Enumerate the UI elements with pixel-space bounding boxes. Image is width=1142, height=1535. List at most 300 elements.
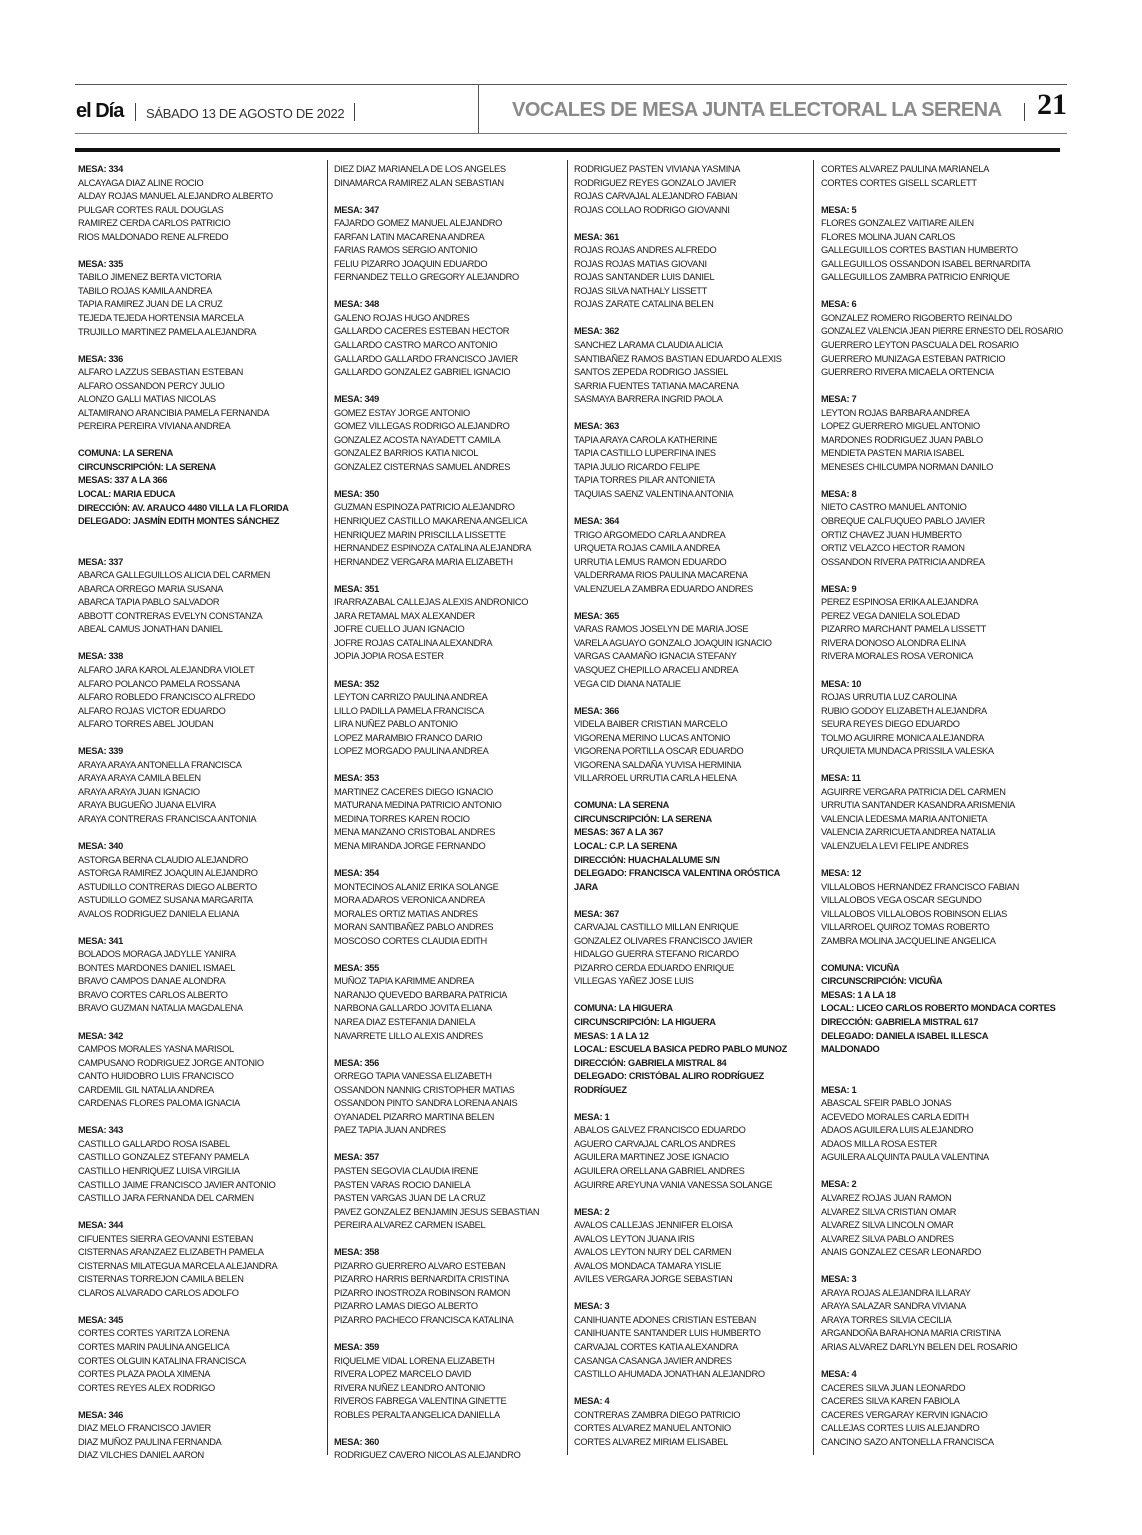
mesa-block xyxy=(334,204,584,285)
vocal-name: OBREQUE CALFUQUEO PABLO JAVIER xyxy=(821,516,985,528)
mesa-block xyxy=(574,231,824,312)
thick-rule xyxy=(75,148,1060,152)
vocal-name: NARANJO QUEVEDO BARBARA PATRICIA xyxy=(334,989,508,1001)
vocal-name: PAEZ TAPIA JUAN ANDRES xyxy=(334,1125,446,1137)
vocal-name: MENA MANZANO CRISTOBAL ANDRES xyxy=(334,827,495,839)
vocal-name: BRAVO CAMPOS DANAE ALONDRA xyxy=(78,976,226,988)
mesa-heading: MESA: 12 xyxy=(821,868,862,880)
mesa-heading: MESA: 2 xyxy=(821,1179,857,1191)
vocal-name: LOPEZ MARAMBIO FRANCO DARIO xyxy=(334,732,483,744)
mesa-block xyxy=(574,1300,824,1381)
vocal-name: AGUIRRE AREYUNA VANIA VANESSA SOLANGE xyxy=(574,1179,773,1191)
mesa-block xyxy=(821,1368,1071,1449)
info-line: RODRÍGUEZ xyxy=(574,1084,627,1096)
info-line: MESAS: 337 A LA 366 xyxy=(78,475,168,487)
vocal-name: CACERES SILVA KAREN FABIOLA xyxy=(821,1396,960,1408)
info-line: MESAS: 1 A LA 18 xyxy=(821,989,896,1001)
vocal-name: ALFARO TORRES ABEL JOUDAN xyxy=(78,719,214,731)
mesa-block xyxy=(821,1178,1071,1259)
vocal-name: GOMEZ ESTAY JORGE ANTONIO xyxy=(334,407,470,419)
vocal-name: VIGORENA SALDAÑA YUVISA HERMINIA xyxy=(574,759,742,771)
info-line: CIRCUNSCRIPCIÓN: LA SERENA xyxy=(574,813,712,825)
vocal-name: MENDIETA PASTEN MARIA ISABEL xyxy=(821,448,964,460)
mesa-block xyxy=(78,745,328,826)
vocal-name: VIGORENA PORTILLA OSCAR EDUARDO xyxy=(574,746,744,758)
section-title: VOCALES DE MESA JUNTA ELECTORAL LA SERENA xyxy=(512,99,1002,121)
info-line: LOCAL: LICEO CARLOS ROBERTO MONDACA CORTES xyxy=(821,1003,1056,1015)
header-bottom-rule xyxy=(75,133,1067,134)
header-divider xyxy=(478,84,479,134)
vocal-name: CASTILLO JAIME FRANCISCO JAVIER ANTONIO xyxy=(78,1179,276,1191)
mesa-heading: MESA: 334 xyxy=(78,164,123,175)
vocal-name: VASQUEZ CHEPILLO ARACELI ANDREA xyxy=(574,665,739,676)
vocal-name: SANTIBAÑEZ RAMOS BASTIAN EDUARDO ALEXIS xyxy=(574,353,782,365)
vocal-name: MORA ADAROS VERONICA ANDREA xyxy=(334,895,485,907)
vocal-name: GONZALEZ ACOSTA NAYADETT CAMILA xyxy=(334,434,501,446)
vocal-name: TAQUIAS SAENZ VALENTINA ANTONIA xyxy=(574,488,734,500)
info-line: MALDONADO xyxy=(821,1044,880,1056)
vocal-name: GUERRERO LEYTON PASCUALA DEL ROSARIO xyxy=(821,340,1019,352)
vocal-name: VIGORENA MERINO LUCAS ANTONIO xyxy=(574,732,731,744)
vocal-name: NARBONA GALLARDO JOVITA ELIANA xyxy=(334,1003,492,1015)
vocal-name: VILLALOBOS VEGA OSCAR SEGUNDO xyxy=(821,895,982,907)
vocal-name: CISTERNAS MILATEGUA MARCELA ALEJANDRA xyxy=(78,1260,278,1272)
vocal-name: OSSANDON NANNIG CRISTOPHER MATIAS xyxy=(334,1084,515,1096)
mesa-block xyxy=(334,772,584,853)
vocal-name: PIZARRO INOSTROZA ROBINSON RAMON xyxy=(334,1287,510,1299)
mesa-block xyxy=(574,1395,824,1449)
vocal-name: RIVERA LOPEZ MARCELO DAVID xyxy=(334,1369,472,1381)
vocal-name: FAJARDO GOMEZ MANUEL ALEJANDRO xyxy=(334,218,503,230)
mesa-block xyxy=(334,583,584,664)
vocal-name: CANCINO SAZO ANTONELLA FRANCISCA xyxy=(821,1436,994,1448)
top-rule xyxy=(75,84,1067,85)
vocal-name: TAPIA ARAYA CAROLA KATHERINE xyxy=(574,434,718,446)
vocal-name: CAMPUSANO RODRIGUEZ JORGE ANTONIO xyxy=(78,1057,264,1069)
vocal-name: ALFARO LAZZUS SEBASTIAN ESTEBAN xyxy=(78,367,243,379)
vocal-name: ROJAS ROJAS MATIAS GIOVANI xyxy=(574,258,707,270)
vocal-name: JOFRE CUELLO JUAN IGNACIO xyxy=(334,624,465,636)
info-line: COMUNA: LA SERENA xyxy=(78,448,174,460)
vocal-name: HIDALGO GUERRA STEFANO RICARDO xyxy=(574,949,739,961)
mesa-heading: MESA: 365 xyxy=(574,610,619,622)
vocal-name: VARELA AGUAYO GONZALO JOAQUIN IGNACIO xyxy=(574,637,772,649)
mesa-block xyxy=(78,1030,328,1111)
vocal-name: DIAZ MELO FRANCISCO JAVIER xyxy=(78,1423,211,1435)
vocal-name: URRUTIA SANTANDER KASANDRA ARISMENIA xyxy=(821,800,1016,812)
vocal-name: PASTEN SEGOVIA CLAUDIA IRENE xyxy=(334,1165,479,1177)
mesa-heading: MESA: 362 xyxy=(574,326,619,338)
mesa-block xyxy=(821,678,1071,759)
vocal-name: PULGAR CORTES RAUL DOUGLAS xyxy=(78,204,224,216)
vocal-name: ADAOS AGUILERA LUIS ALEJANDRO xyxy=(821,1125,974,1137)
mesa-heading: MESA: 359 xyxy=(334,1341,379,1353)
vocal-name: CASTILLO GONZALEZ STEFANY PAMELA xyxy=(78,1152,250,1164)
vocal-name: ALCAYAGA DIAZ ALINE ROCIO xyxy=(78,177,204,189)
vocal-name: CASTILLO JARA FERNANDA DEL CARMEN xyxy=(78,1193,254,1205)
mesa-heading: MESA: 2 xyxy=(574,1206,610,1218)
mesa-heading: MESA: 3 xyxy=(821,1274,857,1286)
vocal-name: AVALOS LEYTON JUANA IRIS xyxy=(574,1233,695,1245)
page-number-separator xyxy=(1024,103,1025,121)
vocal-name: ARAYA ARAYA JUAN IGNACIO xyxy=(78,786,200,798)
electoral-info-block xyxy=(574,799,824,894)
vocal-name: AGUILERA ALQUINTA PAULA VALENTINA xyxy=(821,1152,989,1164)
vocal-name: VALENCIA LEDESMA MARIA ANTONIETA xyxy=(821,813,988,825)
electoral-info-block xyxy=(574,1002,824,1097)
vocal-name: AVALOS MONDACA TAMARA YISLIE xyxy=(574,1260,722,1272)
vocal-name: VALENZUELA LEVI FELIPE ANDRES xyxy=(821,841,969,853)
vocal-name: SEURA REYES DIEGO EDUARDO xyxy=(821,719,960,731)
vocal-name: GONZALEZ OLIVARES FRANCISCO JAVIER xyxy=(574,935,753,947)
vocal-name: AVILES VERGARA JORGE SEBASTIAN xyxy=(574,1274,733,1286)
vocal-name: LEYTON ROJAS BARBARA ANDREA xyxy=(821,407,970,419)
mesa-block xyxy=(821,163,1071,190)
vocal-name: BOLADOS MORAGA JADYLLE YANIRA xyxy=(78,949,236,961)
info-line: MESAS: 1 A LA 12 xyxy=(574,1030,649,1042)
vocal-name: ALVAREZ ROJAS JUAN RAMON xyxy=(821,1193,952,1204)
vocal-name: CASTILLO AHUMADA JONATHAN ALEJANDRO xyxy=(574,1369,765,1381)
vocal-name: ABALOS GALVEZ FRANCISCO EDUARDO xyxy=(574,1125,746,1137)
mesa-block xyxy=(574,1111,824,1192)
mesa-heading: MESA: 363 xyxy=(574,421,619,433)
mesa-block xyxy=(821,298,1071,379)
vocal-name: VILLEGAS YAÑEZ JOSE LUIS xyxy=(574,976,694,988)
vocal-name: AVALOS CALLEJAS JENNIFER ELOISA xyxy=(574,1220,733,1232)
vocal-name: NAVARRETE LILLO ALEXIS ANDRES xyxy=(334,1030,483,1042)
date-separator-left xyxy=(135,103,136,121)
vocal-name: MUÑOZ TAPIA KARIMME ANDREA xyxy=(334,976,474,988)
vocal-name: AGUERO CARVAJAL CARLOS ANDRES xyxy=(574,1138,736,1150)
info-line: CIRCUNSCRIPCIÓN: LA SERENA xyxy=(78,461,216,473)
vocal-name: TABILO JIMENEZ BERTA VICTORIA xyxy=(78,272,222,284)
mesa-heading: MESA: 352 xyxy=(334,678,379,690)
mesa-block xyxy=(78,650,328,731)
mesa-heading: MESA: 351 xyxy=(334,583,379,595)
vocal-name: MATURANA MEDINA PATRICIO ANTONIO xyxy=(334,800,502,812)
vocal-name: CORTES ALVAREZ MIRIAM ELISABEL xyxy=(574,1436,728,1448)
vocal-name: ORREGO TAPIA VANESSA ELIZABETH xyxy=(334,1071,492,1083)
mesa-heading: MESA: 347 xyxy=(334,204,379,216)
vocal-name: GALLARDO GALLARDO FRANCISCO JAVIER xyxy=(334,353,518,365)
info-line: DIRECCIÓN: HUACHALALUME S/N xyxy=(574,854,720,866)
vocal-name: FLORES GONZALEZ VAITIARE AILEN xyxy=(821,218,974,230)
vocal-name: CARDENAS FLORES PALOMA IGNACIA xyxy=(78,1098,241,1110)
vocal-name: RAMIREZ CERDA CARLOS PATRICIO xyxy=(78,218,231,230)
vocal-name: RIQUELME VIDAL LORENA ELIZABETH xyxy=(334,1355,495,1367)
vocal-name: HERNANDEZ ESPINOZA CATALINA ALEJANDRA xyxy=(334,543,532,555)
vocal-name: HENRIQUEZ CASTILLO MAKARENA ANGELICA xyxy=(334,516,528,528)
vocal-name: ORTIZ CHAVEZ JUAN HUMBERTO xyxy=(821,529,962,541)
vocal-name: CAMPOS MORALES YASNA MARISOL xyxy=(78,1044,234,1056)
vocal-name: ROJAS URRUTIA LUZ CAROLINA xyxy=(821,692,957,704)
vocal-name: ALFARO POLANCO PAMELA ROSSANA xyxy=(78,678,240,690)
vocal-name: VARAS RAMOS JOSELYN DE MARIA JOSE xyxy=(574,624,749,636)
vocal-name: GUERRERO MUNIZAGA ESTEBAN PATRICIO xyxy=(821,353,1006,365)
mesa-heading: MESA: 1 xyxy=(821,1084,857,1096)
vocal-name: RIVERA MORALES ROSA VERONICA xyxy=(821,651,974,663)
vocal-name: ALVAREZ SILVA LINCOLN OMAR xyxy=(821,1220,954,1232)
vocal-name: PIZARRO MARCHANT PAMELA LISSETT xyxy=(821,624,987,636)
mesa-block xyxy=(334,678,584,759)
vocal-name: FARIAS RAMOS SERGIO ANTONIO xyxy=(334,245,478,257)
vocal-name: CACERES SILVA JUAN LEONARDO xyxy=(821,1382,966,1394)
vocal-name: ARIAS ALVAREZ DARLYN BELEN DEL ROSARIO xyxy=(821,1341,1018,1353)
vocal-name: GALENO ROJAS HUGO ANDRES xyxy=(334,312,470,324)
mesa-heading: MESA: 343 xyxy=(78,1125,123,1137)
mesa-block xyxy=(78,1314,328,1395)
mesa-heading: MESA: 366 xyxy=(574,705,619,717)
mesa-heading: MESA: 9 xyxy=(821,583,857,595)
mesa-block xyxy=(334,962,584,1043)
issue-date: SÁBADO 13 DE AGOSTO DE 2022 xyxy=(146,106,345,121)
vocal-name: PEREZ ESPINOSA ERIKA ALEJANDRA xyxy=(821,597,979,609)
vocal-name: PEREZ VEGA DANIELA SOLEDAD xyxy=(821,610,960,622)
vocal-name: ARGANDOÑA BARAHONA MARIA CRISTINA xyxy=(821,1328,1001,1340)
vocal-name: ARAYA TORRES SILVIA CECILIA xyxy=(821,1314,952,1326)
vocal-name: RUBIO GODOY ELIZABETH ALEJANDRA xyxy=(821,705,987,717)
mesa-block xyxy=(574,325,824,406)
vocal-name: RIVEROS FABREGA VALENTINA GINETTE xyxy=(334,1396,507,1408)
column-4 xyxy=(821,163,1071,1463)
vocal-name: ROJAS SILVA NATHALY LISSETT xyxy=(574,285,707,297)
vocal-name: LOPEZ MORGADO PAULINA ANDREA xyxy=(334,746,489,758)
vocal-name: JOPIA JOPIA ROSA ESTER xyxy=(334,651,444,663)
vocal-name: ARAYA ARAYA ANTONELLA FRANCISCA xyxy=(78,759,242,771)
vocal-name: TAPIA JULIO RICARDO FELIPE xyxy=(574,461,700,473)
mesa-block xyxy=(78,353,328,434)
vocal-name: CACERES VERGARAY KERVIN IGNACIO xyxy=(821,1409,988,1421)
mesa-block xyxy=(574,420,824,501)
vocal-name: RIVERA NUÑEZ LEANDRO ANTONIO xyxy=(334,1382,485,1394)
mesa-block xyxy=(821,867,1071,948)
vocal-name: ZAMBRA MOLINA JACQUELINE ANGELICA xyxy=(821,935,996,947)
vocal-name: HERNANDEZ VERGARA MARIA ELIZABETH xyxy=(334,556,513,568)
mesa-heading: MESA: 337 xyxy=(78,556,123,568)
info-line: CIRCUNSCRIPCIÓN: VICUÑA xyxy=(821,976,943,988)
vocal-name: PIZARRO HARRIS BERNARDITA CRISTINA xyxy=(334,1274,509,1286)
vocal-name: FLORES MOLINA JUAN CARLOS xyxy=(821,231,955,243)
info-line: DIRECCIÓN: GABRIELA MISTRAL 617 xyxy=(821,1017,979,1029)
vocal-name: PIZARRO LAMAS DIEGO ALBERTO xyxy=(334,1301,478,1313)
mesa-heading: MESA: 355 xyxy=(334,962,379,974)
vocal-name: CISTERNAS ARANZAEZ ELIZABETH PAMELA xyxy=(78,1247,264,1259)
vocal-name: ABASCAL SFEIR PABLO JONAS xyxy=(821,1098,952,1110)
mesa-heading: MESA: 349 xyxy=(334,394,379,406)
vocal-name: VILLARROEL QUIROZ TOMAS ROBERTO xyxy=(821,922,990,934)
vocal-name: ALTAMIRANO ARANCIBIA PAMELA FERNANDA xyxy=(78,407,270,419)
vocal-name: RODRIGUEZ PASTEN VIVIANA YASMINA xyxy=(574,164,741,175)
vocal-name: CANIHUANTE SANTANDER LUIS HUMBERTO xyxy=(574,1328,761,1340)
vocal-name: SARRIA FUENTES TATIANA MACARENA xyxy=(574,380,739,392)
vocal-name: ALFARO ROBLEDO FRANCISCO ALFREDO xyxy=(78,692,256,704)
vocal-name: JOFRE ROJAS CATALINA ALEXANDRA xyxy=(334,637,493,649)
vocal-name: PEREIRA PEREIRA VIVIANA ANDREA xyxy=(78,421,231,433)
info-line: CIRCUNSCRIPCIÓN: LA HIGUERA xyxy=(574,1017,716,1029)
vocal-name: CARDEMIL GIL NATALIA ANDREA xyxy=(78,1084,214,1096)
mesa-heading: MESA: 5 xyxy=(821,204,857,216)
info-line: COMUNA: LA SERENA xyxy=(574,800,670,812)
vocal-name: MEDINA TORRES KAREN ROCIO xyxy=(334,813,470,825)
vocal-name: TRUJILLO MARTINEZ PAMELA ALEJANDRA xyxy=(78,326,257,338)
vocal-name: TRIGO ARGOMEDO CARLA ANDREA xyxy=(574,529,726,541)
vocal-name: BRAVO CORTES CARLOS ALBERTO xyxy=(78,989,228,1001)
mesa-heading: MESA: 336 xyxy=(78,353,123,365)
mesa-block xyxy=(821,393,1071,474)
mesa-heading: MESA: 360 xyxy=(334,1436,379,1448)
mesa-heading: MESA: 8 xyxy=(821,488,857,500)
mesa-heading: MESA: 338 xyxy=(78,651,123,663)
vocal-name: TEJEDA TEJEDA HORTENSIA MARCELA xyxy=(78,312,244,324)
vocal-name: ACEVEDO MORALES CARLA EDITH xyxy=(821,1111,969,1123)
mesa-block xyxy=(334,1246,584,1327)
vocal-name: LEYTON CARRIZO PAULINA ANDREA xyxy=(334,692,488,704)
vocal-name: ALFARO ROJAS VICTOR EDUARDO xyxy=(78,705,226,717)
vocal-name: CORTES PLAZA PAOLA XIMENA xyxy=(78,1369,211,1381)
vocal-name: MARDONES RODRIGUEZ JUAN PABLO xyxy=(821,434,983,446)
vocal-name: ALDAY ROJAS MANUEL ALEJANDRO ALBERTO xyxy=(78,191,273,203)
mesa-block xyxy=(334,393,584,474)
vocal-name: LOPEZ GUERRERO MIGUEL ANTONIO xyxy=(821,421,980,433)
mesa-block xyxy=(574,610,824,691)
mesa-heading: MESA: 367 xyxy=(574,908,619,920)
vocal-name: PIZARRO PACHECO FRANCISCA KATALINA xyxy=(334,1314,514,1326)
vocal-name: ADAOS MILLA ROSA ESTER xyxy=(821,1138,937,1150)
vocal-name: TAPIA RAMIREZ JUAN DE LA CRUZ xyxy=(78,299,223,311)
mesa-heading: MESA: 353 xyxy=(334,773,379,785)
vocal-name: TABILO ROJAS KAMILA ANDREA xyxy=(78,285,212,297)
vocal-name: GONZALEZ VALENCIA JEAN PIERRE ERNESTO DEL ROSARIO xyxy=(821,326,1063,338)
vocal-name: CARVAJAL CASTILLO MILLAN ENRIQUE xyxy=(574,922,739,934)
mesa-heading: MESA: 7 xyxy=(821,394,857,406)
mesa-block xyxy=(821,1273,1071,1354)
mesa-block xyxy=(78,1409,328,1463)
mesa-heading: MESA: 345 xyxy=(78,1314,123,1326)
mesa-block xyxy=(78,556,328,637)
vocal-name: TAPIA TORRES PILAR ANTONIETA xyxy=(574,475,715,487)
vocal-name: ABARCA TAPIA PABLO SALVADOR xyxy=(78,597,220,609)
vocal-name: ROJAS ROJAS ANDRES ALFREDO xyxy=(574,245,717,257)
vocal-name: RIVERA DONOSO ALONDRA ELINA xyxy=(821,637,966,649)
column-3 xyxy=(574,163,824,1463)
vocal-name: AGUILERA MARTINEZ JOSE IGNACIO xyxy=(574,1152,729,1164)
mesa-heading: MESA: 350 xyxy=(334,488,379,500)
vocal-name: ALFARO OSSANDON PERCY JULIO xyxy=(78,380,225,392)
mesa-block xyxy=(574,163,824,217)
info-line: JARA xyxy=(574,881,598,893)
vocal-name: AGUILERA ORELLANA GABRIEL ANDRES xyxy=(574,1166,745,1177)
vocal-name: GALLARDO GONZALEZ GABRIEL IGNACIO xyxy=(334,367,511,379)
vocal-name: ROJAS SANTANDER LUIS DANIEL xyxy=(574,272,715,284)
mesa-heading: MESA: 344 xyxy=(78,1220,123,1232)
vocal-name: PEREIRA ALVAREZ CARMEN ISABEL xyxy=(334,1220,486,1232)
mesa-block xyxy=(574,908,824,989)
mesa-heading: MESA: 4 xyxy=(574,1396,610,1408)
vocal-name: MOSCOSO CORTES CLAUDIA EDITH xyxy=(334,935,487,947)
vocal-name: PASTEN VARAS ROCIO DANIELA xyxy=(334,1179,471,1191)
mesa-heading: MESA: 341 xyxy=(78,935,123,947)
vocal-name: CALLEJAS CORTES LUIS ALEJANDRO xyxy=(821,1423,980,1435)
mesa-heading: MESA: 6 xyxy=(821,299,857,311)
vocal-name: CASANGA CASANGA JAVIER ANDRES xyxy=(574,1355,732,1367)
vocal-name: CORTES OLGUIN KATALINA FRANCISCA xyxy=(78,1355,246,1367)
mesa-heading: MESA: 339 xyxy=(78,746,123,758)
mesa-block xyxy=(334,298,584,379)
mesa-block xyxy=(334,163,584,190)
vocal-name: AVALOS RODRIGUEZ DANIELA ELIANA xyxy=(78,908,240,920)
mesa-heading: MESA: 358 xyxy=(334,1247,379,1259)
mesa-heading: MESA: 4 xyxy=(821,1369,857,1381)
electoral-info-block xyxy=(821,962,1071,1057)
vocal-name: URQUIETA MUNDACA PRISSILA VALESKA xyxy=(821,746,994,758)
vocal-name: GALLARDO CASTRO MARCO ANTONIO xyxy=(334,340,498,352)
vocal-name: HENRIQUEZ MARIN PRISCILLA LISSETTE xyxy=(334,529,506,541)
vocal-name: OSSANDON RIVERA PATRICIA ANDREA xyxy=(821,556,985,568)
vocal-name: PAVEZ GONZALEZ BENJAMIN JESUS SEBASTIAN xyxy=(334,1206,540,1218)
vocal-name: ARAYA CONTRERAS FRANCISCA ANTONIA xyxy=(78,813,257,825)
vocal-name: CANIHUANTE ADONES CRISTIAN ESTEBAN xyxy=(574,1314,756,1326)
vocal-name: GALLEGUILLOS CORTES BASTIAN HUMBERTO xyxy=(821,245,1018,257)
vocal-name: CORTES MARIN PAULINA ANGELICA xyxy=(78,1341,230,1353)
mesa-heading: MESA: 335 xyxy=(78,258,123,270)
vocal-name: VEGA CID DIANA NATALIE xyxy=(574,678,681,690)
vocal-name: CASTILLO GALLARDO ROSA ISABEL xyxy=(78,1138,230,1150)
vocal-name: URRUTIA LEMUS RAMON EDUARDO xyxy=(574,556,727,568)
vocal-name: ROJAS COLLAO RODRIGO GIOVANNI xyxy=(574,204,730,216)
mesa-heading: MESA: 356 xyxy=(334,1057,379,1069)
info-line: MESAS: 367 A LA 367 xyxy=(574,827,664,839)
mesa-block xyxy=(821,583,1071,664)
vocal-name: NAREA DIAZ ESTEFANIA DANIELA xyxy=(334,1017,476,1029)
vocal-name: VIDELA BAIBER CRISTIAN MARCELO xyxy=(574,719,728,731)
vocal-name: ABARCA GALLEGUILLOS ALICIA DEL CARMEN xyxy=(78,570,271,582)
mesa-heading: MESA: 346 xyxy=(78,1409,123,1421)
vocal-name: MENESES CHILCUMPA NORMAN DANILO xyxy=(821,461,994,473)
vocal-name: ALVAREZ SILVA PABLO ANDRES xyxy=(821,1233,954,1245)
info-line: COMUNA: VICUÑA xyxy=(821,962,900,974)
vocal-name: MORAN SANTIBAÑEZ PABLO ANDRES xyxy=(334,922,494,934)
vocal-name: SASMAYA BARRERA INGRID PAOLA xyxy=(574,394,723,406)
vocal-name: ABBOTT CONTRERAS EVELYN CONSTANZA xyxy=(78,610,263,622)
vocal-name: DIEZ DIAZ MARIANELA DE LOS ANGELES xyxy=(334,164,506,175)
vocal-name: BONTES MARDONES DANIEL ISMAEL xyxy=(78,962,236,974)
newspaper-logo: el Día xyxy=(76,100,124,122)
mesa-heading: MESA: 364 xyxy=(574,516,619,528)
vocal-name: AGUIRRE VERGARA PATRICIA DEL CARMEN xyxy=(821,786,1006,798)
date-separator-right xyxy=(354,103,355,121)
vocal-name: SANTOS ZEPEDA RODRIGO JASSIEL xyxy=(574,367,729,379)
vocal-name: PIZARRO GUERRERO ALVARO ESTEBAN xyxy=(334,1260,506,1272)
vocal-name: VALENZUELA ZAMBRA EDUARDO ANDRES xyxy=(574,583,753,595)
vocal-name: VARGAS CAAMAÑO IGNACIA STEFANY xyxy=(574,651,737,663)
vocal-name: CARVAJAL CORTES KATIA ALEXANDRA xyxy=(574,1342,738,1354)
vocal-name: DIAZ VILCHES DANIEL AARON xyxy=(78,1450,204,1462)
vocal-name: GONZALEZ BARRIOS KATIA NICOL xyxy=(334,448,479,460)
vocal-name: GONZALEZ CISTERNAS SAMUEL ANDRES xyxy=(334,461,511,473)
mesa-block xyxy=(334,1436,584,1463)
vocal-name: DIAZ MUÑOZ PAULINA FERNANDA xyxy=(78,1436,222,1448)
info-line: LOCAL: C.P. LA SERENA xyxy=(574,841,678,853)
mesa-block xyxy=(334,867,584,948)
mesa-block xyxy=(821,1084,1071,1165)
vocal-name: ROBLES PERALTA ANGELICA DANIELLA xyxy=(334,1409,500,1421)
vocal-name: MARTINEZ CACERES DIEGO IGNACIO xyxy=(334,786,493,798)
vocal-name: ROJAS ZARATE CATALINA BELEN xyxy=(574,299,714,311)
info-line: DIRECCIÓN: AV. ARAUCO 4480 VILLA LA FLORIDA xyxy=(78,502,289,514)
vocal-name: DINAMARCA RAMIREZ ALAN SEBASTIAN xyxy=(334,177,504,189)
vocal-name: IRARRAZABAL CALLEJAS ALEXIS ANDRONICO xyxy=(334,597,529,609)
vocal-name: VALENCIA ZARRICUETA ANDREA NATALIA xyxy=(821,827,996,839)
